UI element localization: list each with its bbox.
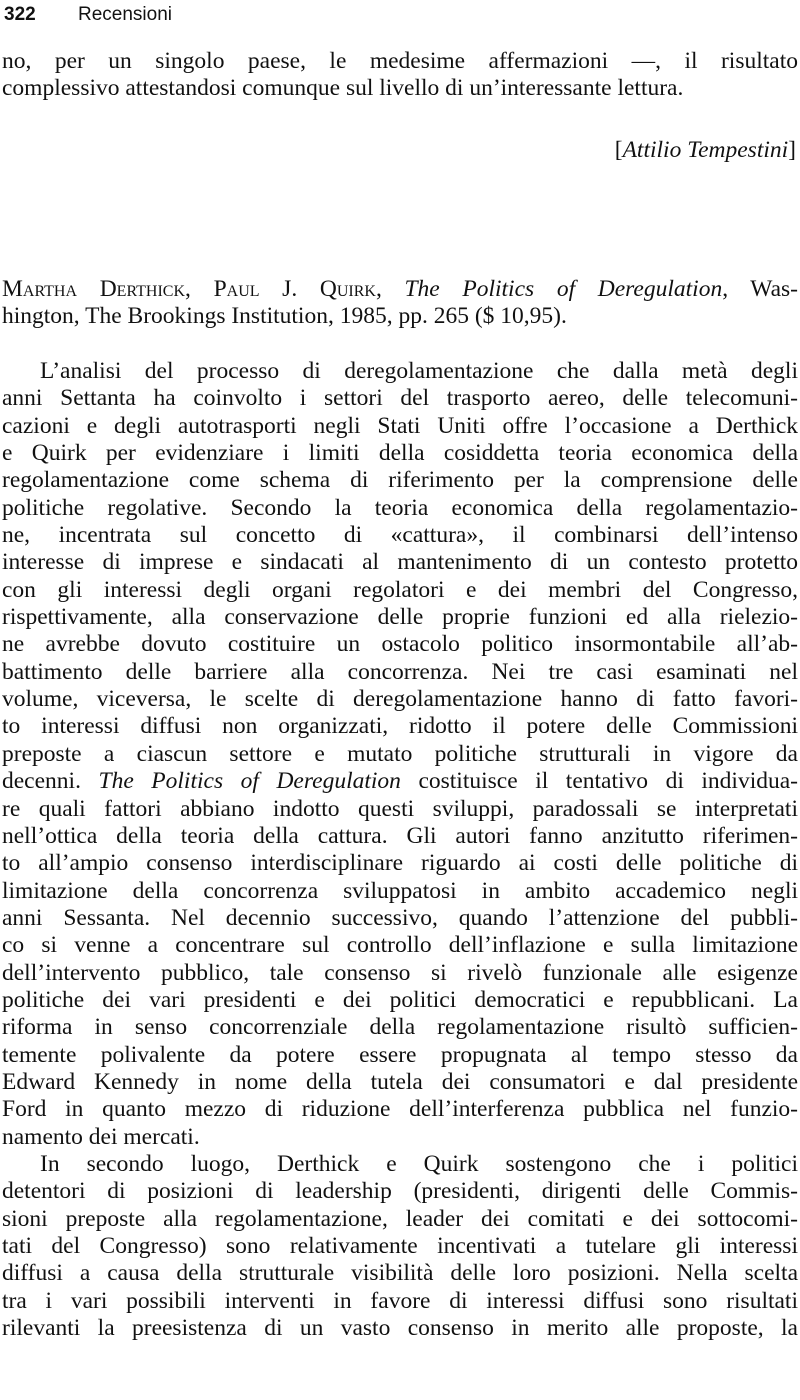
text-line: L’analisi del processo di deregolamentazione che dalla metà degli: [40, 358, 798, 384]
text-line: namento dei mercati.: [2, 1123, 200, 1150]
text-line: ne, incentrata sul concetto di «cattura», il combinarsi dell’intenso: [2, 522, 798, 549]
text-line: sioni preposte alla regolamentazione, leader dei comitati e dei sottocomi-: [2, 1205, 798, 1232]
text-line: anni Settanta ha coinvolto i settori del trasporto aereo, delle telecomuni-: [2, 385, 798, 412]
text-line: to interessi diffusi non organizzati, ridotto il potere delle Commissioni: [2, 713, 798, 740]
page-number: 322: [4, 4, 36, 25]
text-line: preposte a ciascun settore e mutato politiche strutturali in vigore da: [2, 740, 798, 767]
book-title: The Politics of Deregulation: [404, 276, 723, 302]
text-line: e Quirk per evidenziare i limiti della cosiddetta teoria economica della: [2, 440, 798, 467]
citation-author: Paul J. Quirk: [213, 276, 376, 302]
citation-line-1: Martha Derthick, Paul J. Quirk, The Politics of Deregulation, Was-: [2, 276, 799, 302]
text-line: temente polivalente da potere essere propugnata al tempo stesso da: [2, 1041, 798, 1068]
book-citation: [2, 276, 798, 331]
text-line: volume, viceversa, le scelte di deregolamentazione hanno di fatto favori-: [2, 686, 798, 713]
citation-line-2: hington, The Brookings Institution, 1985, pp. 265 ($ 10,95).: [2, 303, 567, 330]
text-line: decenni. The Politics of Deregulation costituisce il tentativo di individua-: [2, 768, 798, 795]
text-line: politiche regolative. Secondo la teoria economica della regolamentazio-: [2, 494, 798, 521]
text-line: battimento delle barriere alla concorrenza. Nei tre casi esaminati nel: [2, 658, 798, 685]
reviewer-signature: [Attilio Tempestini]: [614, 137, 796, 163]
text-line: tati del Congresso) sono relativamente incentivati a tutelare gli interessi: [2, 1233, 798, 1259]
text-line: co si venne a concentrare sul controllo dell’inflazione e sulla limitazione: [2, 932, 798, 959]
text-line: nell’ottica della teoria della cattura. Gli autori fanno anzitutto riferimen-: [2, 822, 798, 849]
text-line: con gli interessi degli organi regolatori e dei membri del Congresso,: [2, 576, 798, 603]
text-line: In secondo luogo, Derthick e Quirk sostengono che i politici: [40, 1150, 798, 1177]
text-line: ne avrebbe dovuto costituire un ostacolo politico insormontabile all’ab-: [2, 631, 798, 658]
text-line: Ford in quanto mezzo di riduzione dell’interferenza pubblica nel funzio-: [2, 1096, 798, 1123]
text-line: to all’ampio consenso interdisciplinare riguardo ai costi delle politiche di: [2, 850, 798, 877]
text-line: tra i vari possibili interventi in favore di interessi diffusi sono risultati: [2, 1287, 798, 1314]
running-head: [4, 4, 172, 34]
section-title: Recensioni: [78, 4, 172, 25]
text-line: interesse di imprese e sindacati al mantenimento di un contesto protetto: [2, 549, 798, 576]
text-line: anni Sessanta. Nel decennio successivo, quando l’attenzione del pubbli-: [2, 904, 798, 931]
text-line: dell’intervento pubblico, tale consenso si rivelò funzionale alle esigenze: [2, 959, 798, 986]
text-line: rispettivamente, alla conservazione delle proprie funzioni ed alla rielezio-: [2, 604, 798, 631]
text-line: re quali fattori abbiano indotto questi sviluppi, paradossali se interpretati: [2, 795, 798, 822]
text-line: diffusi a causa della strutturale visibilità delle loro posizioni. Nella scelta: [2, 1260, 798, 1287]
previous-review-ending: [2, 48, 798, 103]
reviewer-name: Attilio Tempestini: [622, 137, 789, 163]
text-line: cazioni e degli autotrasporti negli Stati Uniti offre l’occasione a Derthick: [2, 412, 798, 439]
text-line: no, per un singolo paese, le medesime affermazioni —, il risultato: [2, 48, 798, 74]
citation-author: Martha Derthick: [2, 276, 186, 302]
text-line: regolamentazione come schema di riferimento per la comprensione delle: [2, 467, 798, 494]
text-line: complessivo attestandosi comunque sul livello di un’interessante lettura.: [2, 75, 684, 102]
text-line: politiche dei vari presidenti e dei politici democratici e repubblicani. La: [2, 986, 798, 1013]
text-line: riforma in senso concorrenziale della regolamentazione risultò sufficien-: [2, 1014, 798, 1041]
text-line: detentori di posizioni di leadership (presidenti, dirigenti delle Commis-: [2, 1178, 798, 1205]
text-line: limitazione della concorrenza sviluppatosi in ambito accademico negli: [2, 877, 798, 904]
book-title-inline: The Politics of Deregulation: [98, 768, 401, 795]
text-line: Edward Kennedy in nome della tutela dei consumatori e dal presidente: [2, 1068, 798, 1095]
review-body: [2, 358, 798, 1342]
text-line: rilevanti la preesistenza di un vasto consenso in merito alle proposte, la: [2, 1315, 798, 1342]
